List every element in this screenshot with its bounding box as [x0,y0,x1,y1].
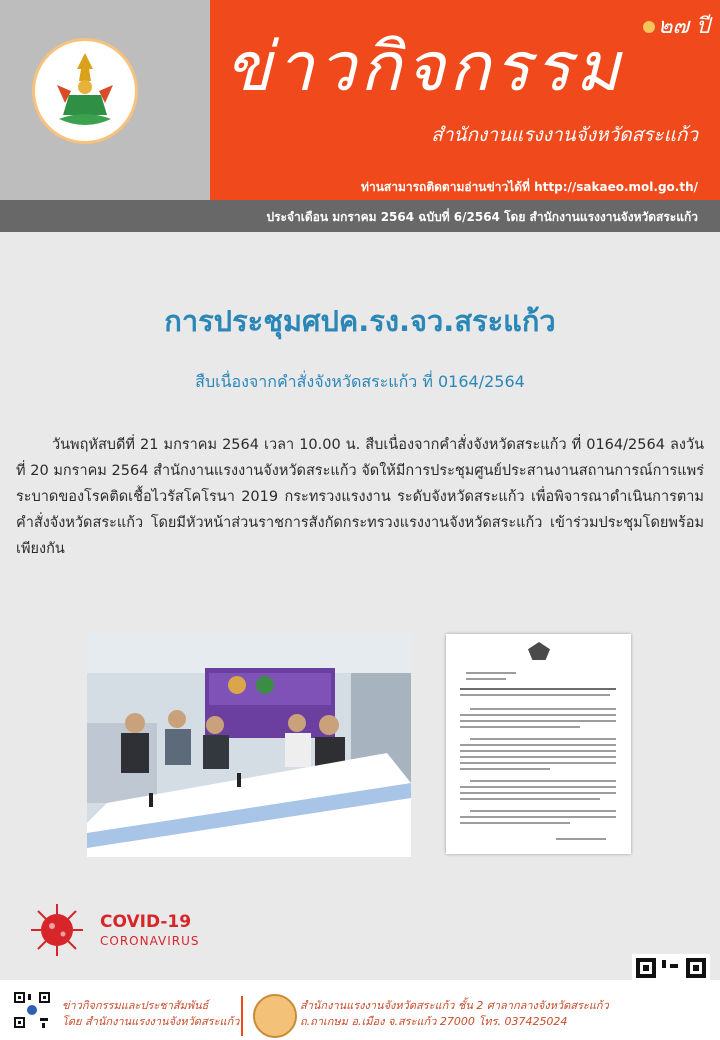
doc-text-line [470,780,616,782]
footer-qr-code-icon[interactable] [12,990,52,1030]
doc-text-line [460,792,616,794]
footer-address-line2: ถ.ถาเกษม อ.เมือง จ.สระแก้ว 27000 โทร. 037425024 [300,1015,568,1028]
footer-publisher-line1: ข่าวกิจกรรมและประชาสัมพันธ์ [62,999,209,1012]
doc-text-line [466,672,516,674]
footer-address [300,998,609,1030]
newsletter-subtitle: สำนักงานแรงงานจังหวัดสระแก้ว [431,124,698,146]
doc-text-line [460,822,570,824]
covid-subtitle: CORONAVIRUS [100,934,200,948]
doc-text-line [460,726,580,728]
anniversary-text: ๒๗ ปี [657,14,710,39]
garuda-emblem-icon [528,642,550,660]
covid-badge [22,900,222,960]
header-banner [0,0,720,232]
newsletter-title: ข่าวกิจกรรม [225,28,624,107]
footer-divider [241,996,243,1036]
virus-icon [22,900,92,960]
issue-info: ประจำเดือน มกราคม 2564 ฉบับที่ 6/2564 โดย สำนักงานแรงงานจังหวัดสระแก้ว [266,210,698,224]
doc-text-line [460,762,616,764]
doc-text-line [460,786,616,788]
official-order-document [446,634,631,854]
article-body: วันพฤหัสบดีที่ 21 มกราคม 2564 เวลา 10.00 น. สืบเนื่องจากคำสั่งจังหวัดสระแก้ว ที่ 0164/2564 ลงวันที่ 20 มกราคม 2564 สำนักงานแรงงานจังหวัดสระแก้ว จัดให้มีการประชุมศูนย์ประสานงานสถานการณ์การแพร่ระบาดของโรคติดเชื้อไวรัสโคโรนา 2019 กระทรวงแรงงาน ระดับจังหวัดสระแก้ว เพื่อพิจารณาดำเนินการตามคำสั่งจังหวัดสระแก้ว โดยมีหัวหน้าส่วนราชการสังกัดกระทรวงแรงงานจังหวัดสระแก้ว เข้าร่วมประชุมโดยพร้อมเพียงกัน [16,437,704,557]
doc-text-line [470,738,616,740]
follow-link-text[interactable]: ท่านสามารถติดตามอ่านข่าวได้ที่ http://sakaeo.mol.go.th/ [361,180,698,194]
doc-text-line [460,750,616,752]
footer-address-line1: สำนักงานแรงงานจังหวัดสระแก้ว ชั้น 2 ศาลากลางจังหวัดสระแก้ว [300,999,609,1012]
article-subtitle: สืบเนื่องจากคำสั่งจังหวัดสระแก้ว ที่ 0164/2564 [195,372,525,391]
doc-text-line [460,768,550,770]
doc-text-line [470,708,616,710]
meeting-photo [87,633,411,857]
deity-emblem-icon [49,51,121,131]
doc-text-line [460,688,616,690]
doc-text-line [460,714,616,716]
doc-text-line [460,694,610,696]
article-title: การประชุมศปค.รง.จว.สระแก้ว [164,304,556,338]
header-grey-wedge [150,0,210,200]
doc-text-line [460,756,616,758]
doc-signature-line [556,838,606,840]
footer [0,980,720,1040]
anniversary-mark [643,8,710,43]
ministry-logo [32,38,138,144]
doc-text-line [466,678,506,680]
provincial-office-logo-icon [253,994,297,1038]
footer-publisher [62,998,239,1030]
doc-text-line [460,798,600,800]
anniversary-badge-icon [643,21,655,33]
covid-title: COVID-19 [100,912,192,932]
doc-text-line [460,744,616,746]
doc-text-line [460,816,616,818]
footer-publisher-line2: โดย สำนักงานแรงงานจังหวัดสระแก้ว [62,1015,240,1028]
meeting-photo-illustration [87,633,411,857]
doc-text-line [470,810,616,812]
doc-text-line [460,720,616,722]
